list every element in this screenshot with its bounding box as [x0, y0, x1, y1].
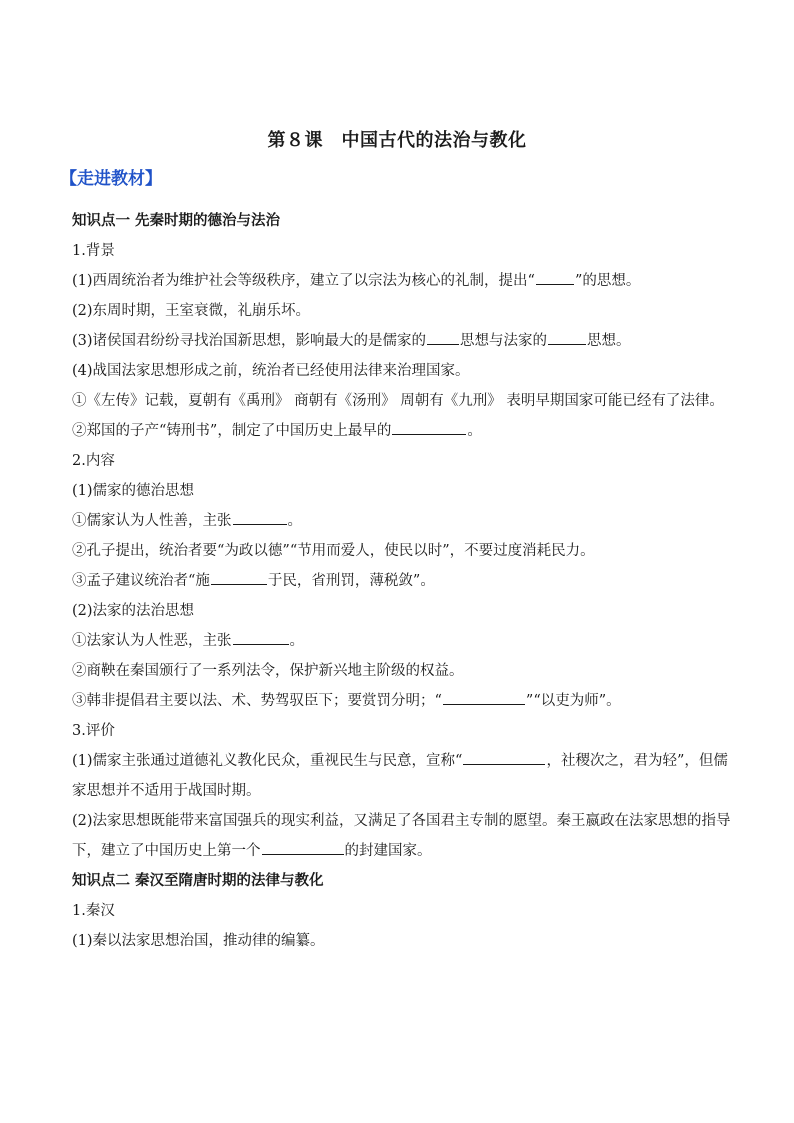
paragraph-line: (2)东周时期，王室衰微，礼崩乐坏。 [72, 303, 311, 319]
paragraph-line: (3)诸侯国君纷纷寻找治国新思想，影响最大的是儒家的 思想与法家的 思想。 [72, 326, 732, 356]
paragraph-line: (4)战国法家思想形成之前，统治者已经使用法律来治理国家。 [72, 363, 470, 379]
paragraph-line: (2)法家的法治思想 [72, 603, 195, 619]
fill-blank[interactable] [427, 330, 459, 345]
paragraph-line: (1)西周统治者为维护社会等级秩序，建立了以宗法为核心的礼制，提出“ ”的思想。 [72, 266, 732, 296]
section-label: 【走进教材】 [60, 169, 162, 189]
subheading-content: 2.内容 [72, 453, 115, 469]
paragraph-line: ②孔子提出，统治者要“为政以德”“节用而爱人，使民以时”，不要过度消耗民力。 [72, 543, 595, 559]
paragraph-line: ①儒家认为人性善，主张 。 [72, 506, 732, 536]
fill-blank[interactable] [262, 840, 344, 855]
subheading-qin-han: 1.秦汉 [72, 903, 115, 919]
fill-blank[interactable] [548, 330, 586, 345]
subheading-evaluation: 3.评价 [72, 723, 115, 739]
paragraph-line: ①《左传》记载，夏朝有《禹刑》 商朝有《汤刑》 周朝有《九刑》 表明早期国家可能已经有了法律。 [72, 393, 724, 409]
fill-blank[interactable] [463, 750, 545, 765]
paragraph-line: ②郑国的子产“铸刑书”，制定了中国历史上最早的 。 [72, 416, 732, 446]
fill-blank[interactable] [443, 690, 525, 705]
fill-blank[interactable] [211, 570, 267, 585]
fill-blank[interactable] [233, 630, 289, 645]
paragraph-line: ③孟子建议统治者“施 于民，省刑罚，薄税敛”。 [72, 566, 732, 596]
fill-blank[interactable] [233, 510, 287, 525]
page-title: 第８课 中国古代的法治与教化 [267, 130, 527, 151]
fill-blank[interactable] [536, 270, 574, 285]
paragraph-line: ②商鞅在秦国颁行了一系列法令，保护新兴地主阶级的权益。 [72, 663, 464, 679]
paragraph-line: (2)法家思想既能带来富国强兵的现实利益，又满足了各国君主专制的愿望。秦王嬴政在法家思想的指导下，建立了中国历史上第一个 的封建国家。 [72, 813, 731, 859]
paragraph-line: (1)秦以法家思想治国，推动律的编纂。 [72, 933, 325, 949]
knowledge-point-1-heading: 知识点一 先秦时期的德治与法治 [72, 213, 281, 229]
paragraph-line: (1)儒家的德治思想 [72, 483, 195, 499]
subheading-background: 1.背景 [72, 243, 115, 259]
fill-blank[interactable] [392, 420, 466, 435]
knowledge-point-2-heading: 知识点二 秦汉至隋唐时期的法律与教化 [72, 873, 324, 889]
document-body [72, 206, 732, 956]
paragraph-line: (1)儒家主张通过道德礼义教化民众，重视民生与民意，宣称“ ，社稷次之，君为轻”，但儒家思想并不适用于战国时期。 [72, 746, 732, 806]
paragraph-line: ③韩非提倡君主要以法、术、势驾驭臣下；要赏罚分明；“ ”“以吏为师”。 [72, 686, 732, 716]
paragraph-line: ①法家认为人性恶，主张 。 [72, 626, 732, 656]
